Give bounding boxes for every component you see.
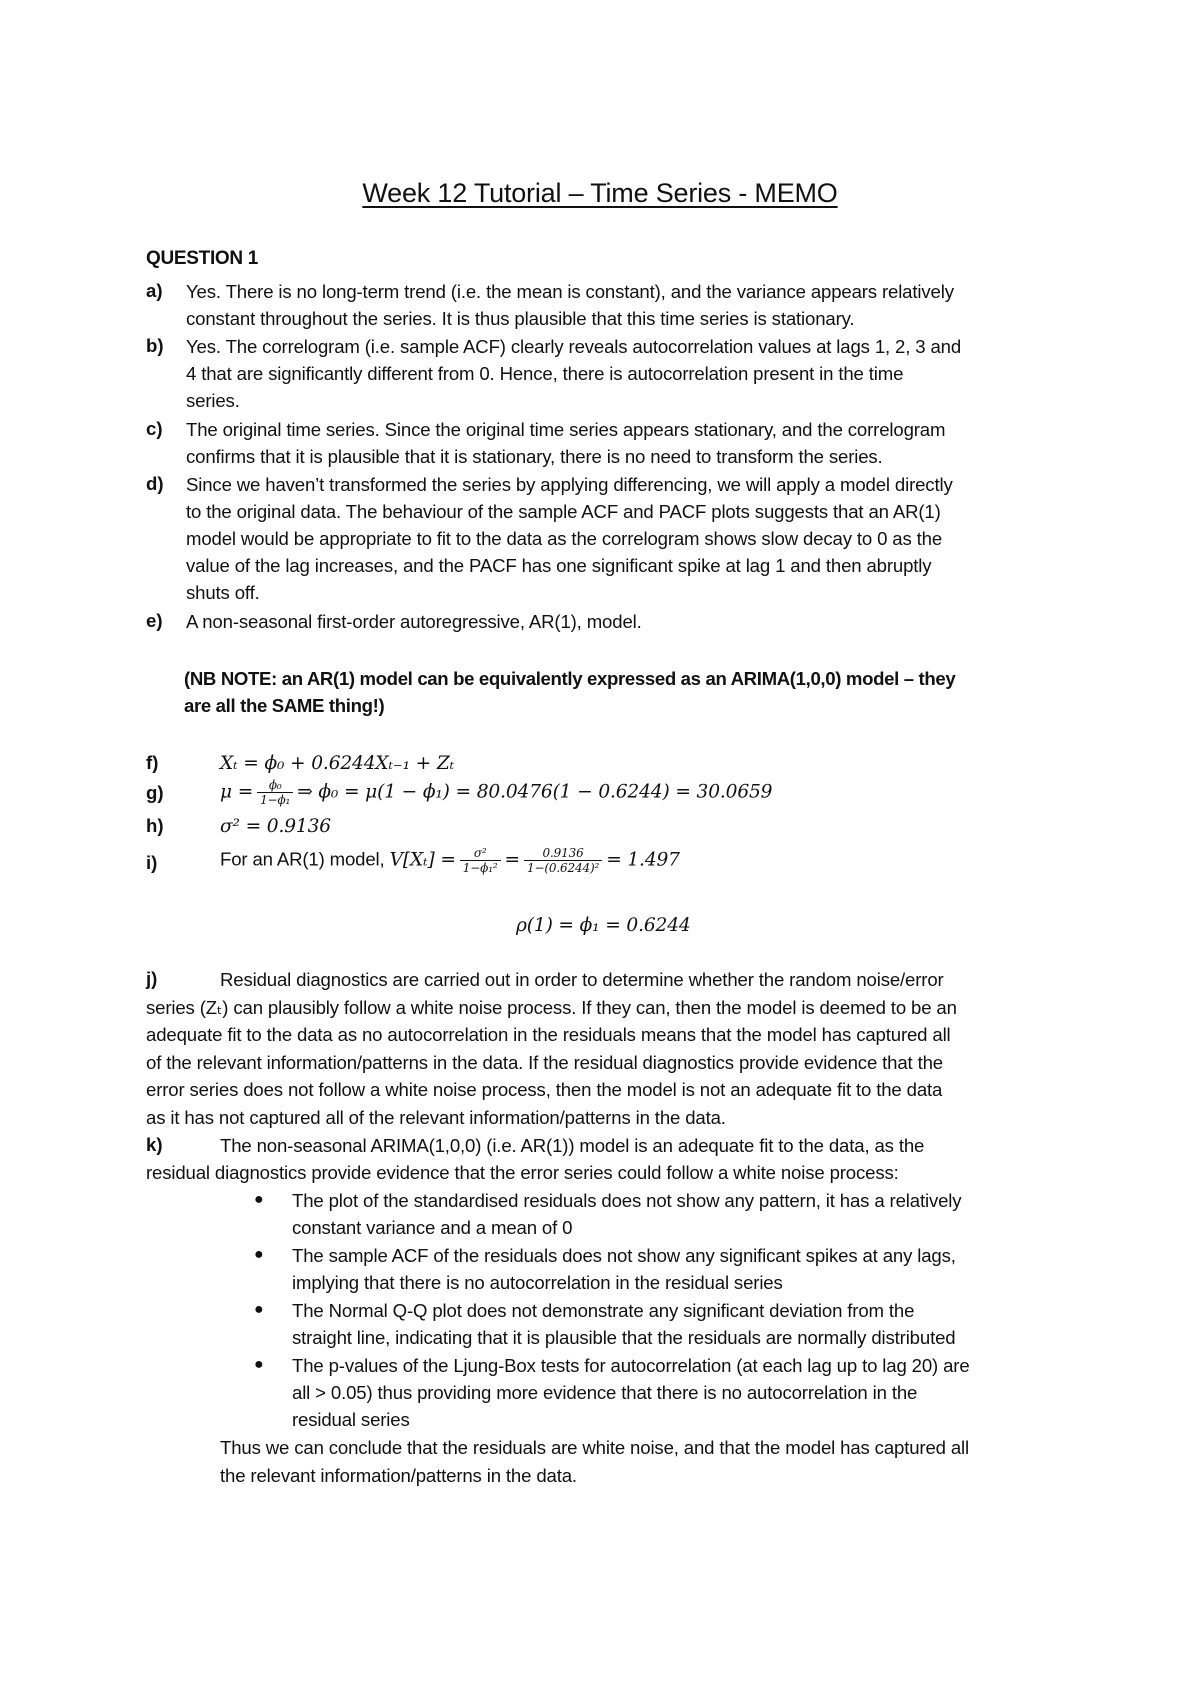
answer-b-line: 4 that are significantly different from 0. Hence, there is autocorrelation present in the time: [186, 363, 904, 384]
series-variance-fraction: [460, 846, 501, 875]
answer-j-line: of the relevant information/patterns in the data. If the residual diagnostics provide evidence that the: [146, 1052, 943, 1073]
answer-b-label: b): [146, 335, 164, 356]
answer-i-label: i): [146, 852, 158, 873]
nb-note-line: are all the SAME thing!): [184, 695, 385, 716]
variance-equation: σ² = 0.9136: [220, 816, 331, 837]
answer-k-label: k): [146, 1134, 163, 1155]
answer-c-line: confirms that it is plausible that it is stationary, there is no need to transform the series.: [186, 446, 883, 467]
answer-a-line: Yes. There is no long-term trend (i.e. the mean is constant), and the variance appears relatively: [186, 281, 954, 302]
answer-j-line: Residual diagnostics are carried out in order to determine whether the random noise/error: [220, 969, 944, 990]
answer-a-line: constant throughout the series. It is thus plausible that this time series is stationary.: [186, 308, 855, 329]
answer-d-line: model would be appropriate to fit to the data as the correlogram shows slow decay to 0 as the: [186, 528, 943, 549]
diagnostic-bullet-line: The Normal Q-Q plot does not demonstrate any significant deviation from the: [292, 1300, 915, 1321]
answer-a-label: a): [146, 280, 163, 301]
series-variance-value-numerator: 0.9136: [524, 846, 602, 861]
mean-fraction-denominator: 1−ϕ₁: [260, 793, 291, 807]
autocorrelation-lag1-equation: ρ(1) = ϕ₁ = 0.6244: [516, 915, 691, 936]
answer-g-label: g): [146, 782, 164, 803]
series-variance-symbol: V[Xₜ] =: [389, 849, 456, 871]
answer-k-line: residual diagnostics provide evidence that the error series could follow a white noise process:: [146, 1162, 899, 1183]
mean-fraction: [257, 778, 293, 807]
answer-j-line: error series does not follow a white noise process, then the model is not an adequate fit to the data: [146, 1079, 943, 1100]
diagnostic-bullet-line: all > 0.05) thus providing more evidence that there is no autocorrelation in the: [292, 1382, 918, 1403]
answer-j-label: j): [146, 968, 158, 989]
answer-h-label: h): [146, 815, 164, 836]
bullet-icon: ●: [254, 1356, 264, 1373]
answer-j-line: series (Zₜ) can plausibly follow a white noise process. If they can, then the model is deemed to be an: [146, 997, 957, 1018]
conclusion-line: Thus we can conclude that the residuals are white noise, and that the model has captured all: [220, 1437, 970, 1458]
mean-equation: [220, 778, 772, 807]
answer-d-line: to the original data. The behaviour of the sample ACF and PACF plots suggests that an AR(1): [186, 501, 941, 522]
answer-e-label: e): [146, 610, 163, 631]
diagnostic-bullet-line: residual series: [292, 1409, 410, 1430]
diagnostic-bullet-line: The sample ACF of the residuals does not show any significant spikes at any lags,: [292, 1245, 956, 1266]
diagnostic-bullet-line: straight line, indicating that it is plausible that the residuals are normally distributed: [292, 1327, 956, 1348]
answer-f-label: f): [146, 752, 159, 773]
ar1-model-equation: Xₜ = ϕ₀ + 0.6244Xₜ₋₁ + Zₜ: [220, 753, 455, 774]
nb-note-line: (NB NOTE: an AR(1) model can be equivalently expressed as an ARIMA(1,0,0) model – they: [184, 668, 956, 689]
mean-symbol: μ =: [220, 781, 254, 803]
bullet-icon: ●: [254, 1246, 264, 1263]
series-variance-numerator: σ²: [460, 846, 501, 861]
series-variance-value-fraction: [524, 846, 602, 875]
answer-d-line: shuts off.: [186, 582, 260, 603]
conclusion-line: the relevant information/patterns in the data.: [220, 1465, 577, 1486]
answer-c-label: c): [146, 418, 163, 439]
diagnostic-bullet-line: The p-values of the Ljung-Box tests for autocorrelation (at each lag up to lag 20) are: [292, 1355, 970, 1376]
answer-c-line: The original time series. Since the original time series appears stationary, and the correlogram: [186, 419, 946, 440]
bullet-icon: ●: [254, 1191, 264, 1208]
diagnostic-bullet-line: implying that there is no autocorrelation in the residual series: [292, 1272, 783, 1293]
diagnostic-bullet-line: constant variance and a mean of 0: [292, 1217, 573, 1238]
series-variance-equation: For an AR(1) model, V[Xₜ] = $\frac{\text{σ²}}{\text{1−ϕ₁²}}$ = $\frac{0.9136}{\text{1−(0.6244)²}}$ = 1.497: [220, 846, 680, 875]
page-title: Week 12 Tutorial – Time Series - MEMO: [362, 178, 838, 208]
mean-fraction-numerator: ϕ₀: [257, 778, 293, 793]
question-heading: QUESTION 1: [146, 248, 259, 269]
diagnostic-bullet-line: The plot of the standardised residuals does not show any pattern, it has a relatively: [292, 1190, 962, 1211]
answer-b-line: series.: [186, 390, 240, 411]
series-variance-prefix: For an AR(1) model,: [220, 848, 385, 870]
bullet-icon: ●: [254, 1301, 264, 1318]
answer-b-line: Yes. The correlogram (i.e. sample ACF) clearly reveals autocorrelation values at lags 1, 2, 3 and: [186, 336, 962, 357]
answer-k-line: The non-seasonal ARIMA(1,0,0) (i.e. AR(1)) model is an adequate fit to the data, as the: [220, 1135, 925, 1156]
answer-e-line: A non-seasonal first-order autoregressive, AR(1), model.: [186, 611, 642, 632]
series-variance-value-denominator: 1−(0.6244)²: [526, 861, 600, 875]
answer-j-line: adequate fit to the data as no autocorrelation in the residuals means that the model has captured all: [146, 1024, 951, 1045]
answer-j-line: as it has not captured all of the relevant information/patterns in the data.: [146, 1107, 726, 1128]
mean-derivation: ⇒ ϕ₀ = μ(1 − ϕ₁) = 80.0476(1 − 0.6244) = 30.0659: [297, 781, 773, 803]
series-variance-result: = 1.497: [606, 849, 680, 871]
answer-d-line: value of the lag increases, and the PACF has one significant spike at lag 1 and then abruptly: [186, 555, 932, 576]
answer-d-label: d): [146, 473, 164, 494]
answer-d-line: Since we haven’t transformed the series by applying differencing, we will apply a model directly: [186, 474, 953, 495]
series-variance-denominator: 1−ϕ₁²: [462, 861, 498, 875]
